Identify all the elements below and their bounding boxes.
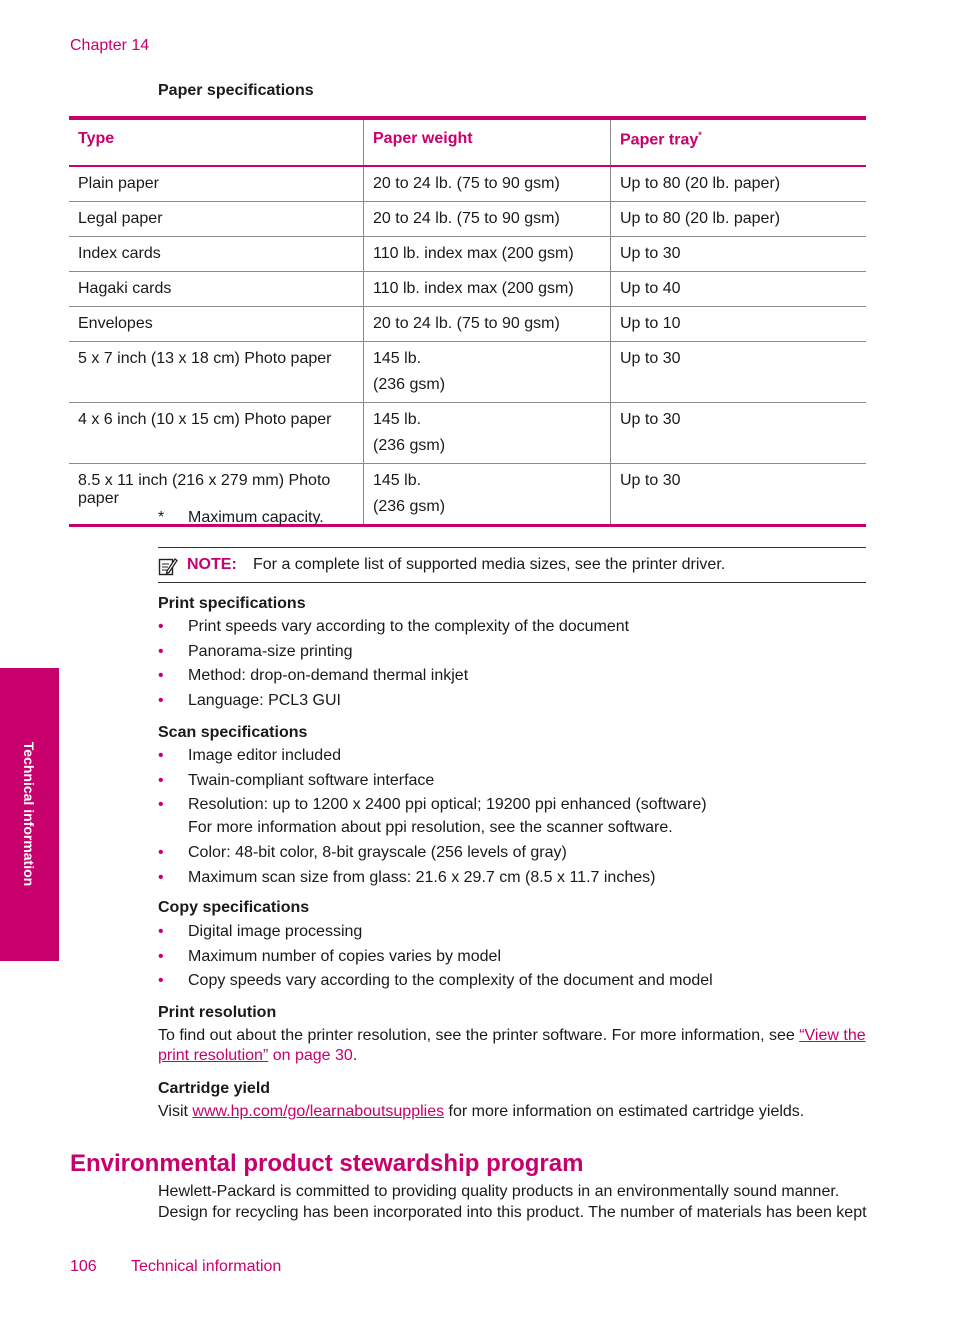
cell-tray: Up to 30 bbox=[611, 342, 867, 403]
bullet-icon: • bbox=[158, 923, 164, 940]
list-item: • Print speeds vary according to the complexity of the document bbox=[158, 618, 630, 635]
note-pencil-icon bbox=[158, 556, 178, 576]
cell-type: 8.5 x 11 inch (216 x 279 mm) Photo paper bbox=[69, 464, 364, 526]
list-item: • Maximum number of copies varies by model bbox=[158, 947, 502, 965]
bullet-icon: • bbox=[158, 642, 164, 660]
bullet-icon: • bbox=[158, 771, 164, 789]
cell-type: Plain paper bbox=[69, 166, 364, 202]
table-row bbox=[69, 237, 866, 272]
cell-weight: 110 lb. index max (200 gsm) bbox=[364, 272, 611, 307]
bullet-icon: • bbox=[158, 747, 164, 764]
view-print-resolution-link[interactable]: “View the print resolution” bbox=[158, 1027, 866, 1064]
print-resolution-text: To find out about the printer resolution, see the printer software. For more information, see “View the print resolution” on page 30. bbox=[158, 1027, 866, 1064]
cell-weight: 145 lb. (236 gsm) bbox=[364, 464, 611, 526]
resolution-note: For more information about ppi resolution, see the scanner software. bbox=[188, 819, 673, 836]
print-specs-list bbox=[158, 618, 629, 716]
cell-tray: Up to 10 bbox=[611, 307, 867, 342]
footer-section: Technical information bbox=[131, 1258, 282, 1275]
list-item: • Image editor included bbox=[158, 747, 341, 764]
footnote-marker: * bbox=[158, 509, 165, 526]
list-item: • Panorama-size printing bbox=[158, 642, 353, 660]
list-item: • Digital image processing bbox=[158, 923, 363, 940]
cartridge-yield-text: Visit www.hp.com/go/learnaboutsupplies for more information on estimated cartridge yields. bbox=[158, 1103, 805, 1120]
list-item: • Maximum scan size from glass: 21.6 x 29.7 cm (8.5 x 11.7 inches) bbox=[158, 868, 656, 886]
environmental-heading: Environmental product stewardship program bbox=[70, 1150, 584, 1177]
cell-weight: 20 to 24 lb. (75 to 90 gsm) bbox=[364, 166, 611, 202]
cell-weight: 145 lb. (236 gsm) bbox=[364, 342, 611, 403]
cell-tray: Up to 80 (20 lb. paper) bbox=[611, 202, 867, 237]
col-header-weight: Paper weight bbox=[364, 118, 611, 166]
cell-weight: 110 lb. index max (200 gsm) bbox=[364, 237, 611, 272]
cell-weight: 20 to 24 lb. (75 to 90 gsm) bbox=[364, 307, 611, 342]
list-item: • Method: drop-on-demand thermal inkjet bbox=[158, 667, 469, 684]
bullet-icon: • bbox=[158, 972, 164, 989]
print-specs-title: Print specifications bbox=[158, 595, 306, 612]
copy-specs-title: Copy specifications bbox=[158, 899, 310, 916]
bullet-icon: • bbox=[158, 844, 164, 861]
cell-type: Envelopes bbox=[69, 307, 364, 342]
table-row bbox=[69, 342, 866, 403]
paper-specs-table bbox=[69, 116, 866, 527]
table-header-row bbox=[69, 118, 866, 166]
table-row bbox=[69, 403, 866, 464]
cell-tray: Up to 30 bbox=[611, 237, 867, 272]
copy-specs-list bbox=[158, 923, 713, 997]
side-tab bbox=[0, 668, 59, 961]
tray-footnote-marker: * bbox=[698, 130, 702, 140]
table-row bbox=[69, 166, 866, 202]
list-item: • Color: 48-bit color, 8-bit grayscale (256 levels of gray) bbox=[158, 844, 567, 861]
note-box bbox=[158, 547, 866, 583]
cell-tray: Up to 30 bbox=[611, 403, 867, 464]
cell-type: Index cards bbox=[69, 237, 364, 272]
cell-tray: Up to 80 (20 lb. paper) bbox=[611, 166, 867, 202]
note-text: For a complete list of supported media sizes, see the printer driver. bbox=[253, 556, 726, 573]
learn-about-supplies-link[interactable]: www.hp.com/go/learnaboutsupplies bbox=[192, 1103, 445, 1120]
side-tab-label: Technical information bbox=[21, 741, 37, 887]
cell-weight: 20 to 24 lb. (75 to 90 gsm) bbox=[364, 202, 611, 237]
table-row bbox=[69, 307, 866, 342]
cell-tray: Up to 30 bbox=[611, 464, 867, 526]
chapter-label: Chapter 14 bbox=[70, 37, 150, 54]
bullet-icon: • bbox=[158, 618, 164, 635]
cell-type: Hagaki cards bbox=[69, 272, 364, 307]
bullet-icon: • bbox=[158, 868, 164, 886]
col-header-tray: Paper tray* bbox=[611, 118, 867, 166]
print-resolution-title: Print resolution bbox=[158, 1004, 277, 1021]
list-item: • Language: PCL3 GUI bbox=[158, 691, 341, 709]
col-header-type: Type bbox=[69, 118, 364, 166]
list-item: • Resolution: up to 1200 x 2400 ppi optical; 19200 ppi enhanced (software) For more information about ppi resolution, see the scanner software. bbox=[158, 796, 707, 836]
table-footnote bbox=[158, 509, 324, 527]
cell-type: 5 x 7 inch (13 x 18 cm) Photo paper bbox=[69, 342, 364, 403]
scan-specs-list bbox=[158, 747, 707, 893]
scan-specs-title: Scan specifications bbox=[158, 724, 308, 741]
list-item: • Copy speeds vary according to the complexity of the document and model bbox=[158, 972, 713, 989]
environmental-text: Hewlett-Packard is committed to providing quality products in an environmentally sound manner. Design for recycling has been incorporated into this product. The number of materials has been kept bbox=[158, 1183, 867, 1221]
cell-weight: 145 lb. (236 gsm) bbox=[364, 403, 611, 464]
cartridge-yield-title: Cartridge yield bbox=[158, 1080, 271, 1097]
paper-specs-title: Paper specifications bbox=[158, 82, 314, 99]
table-row bbox=[69, 202, 866, 237]
bullet-icon: • bbox=[158, 667, 164, 684]
bullet-icon: • bbox=[158, 691, 164, 709]
cell-tray: Up to 40 bbox=[611, 272, 867, 307]
note-label: NOTE: bbox=[187, 556, 237, 573]
list-item: • Twain-compliant software interface bbox=[158, 771, 435, 789]
cell-type: Legal paper bbox=[69, 202, 364, 237]
cell-type: 4 x 6 inch (10 x 15 cm) Photo paper bbox=[69, 403, 364, 464]
footnote-text: Maximum capacity. bbox=[188, 509, 324, 526]
table-row bbox=[69, 272, 866, 307]
bullet-icon: • bbox=[158, 796, 164, 813]
bullet-icon: • bbox=[158, 947, 164, 965]
footer-page-number: 106 bbox=[70, 1258, 97, 1275]
